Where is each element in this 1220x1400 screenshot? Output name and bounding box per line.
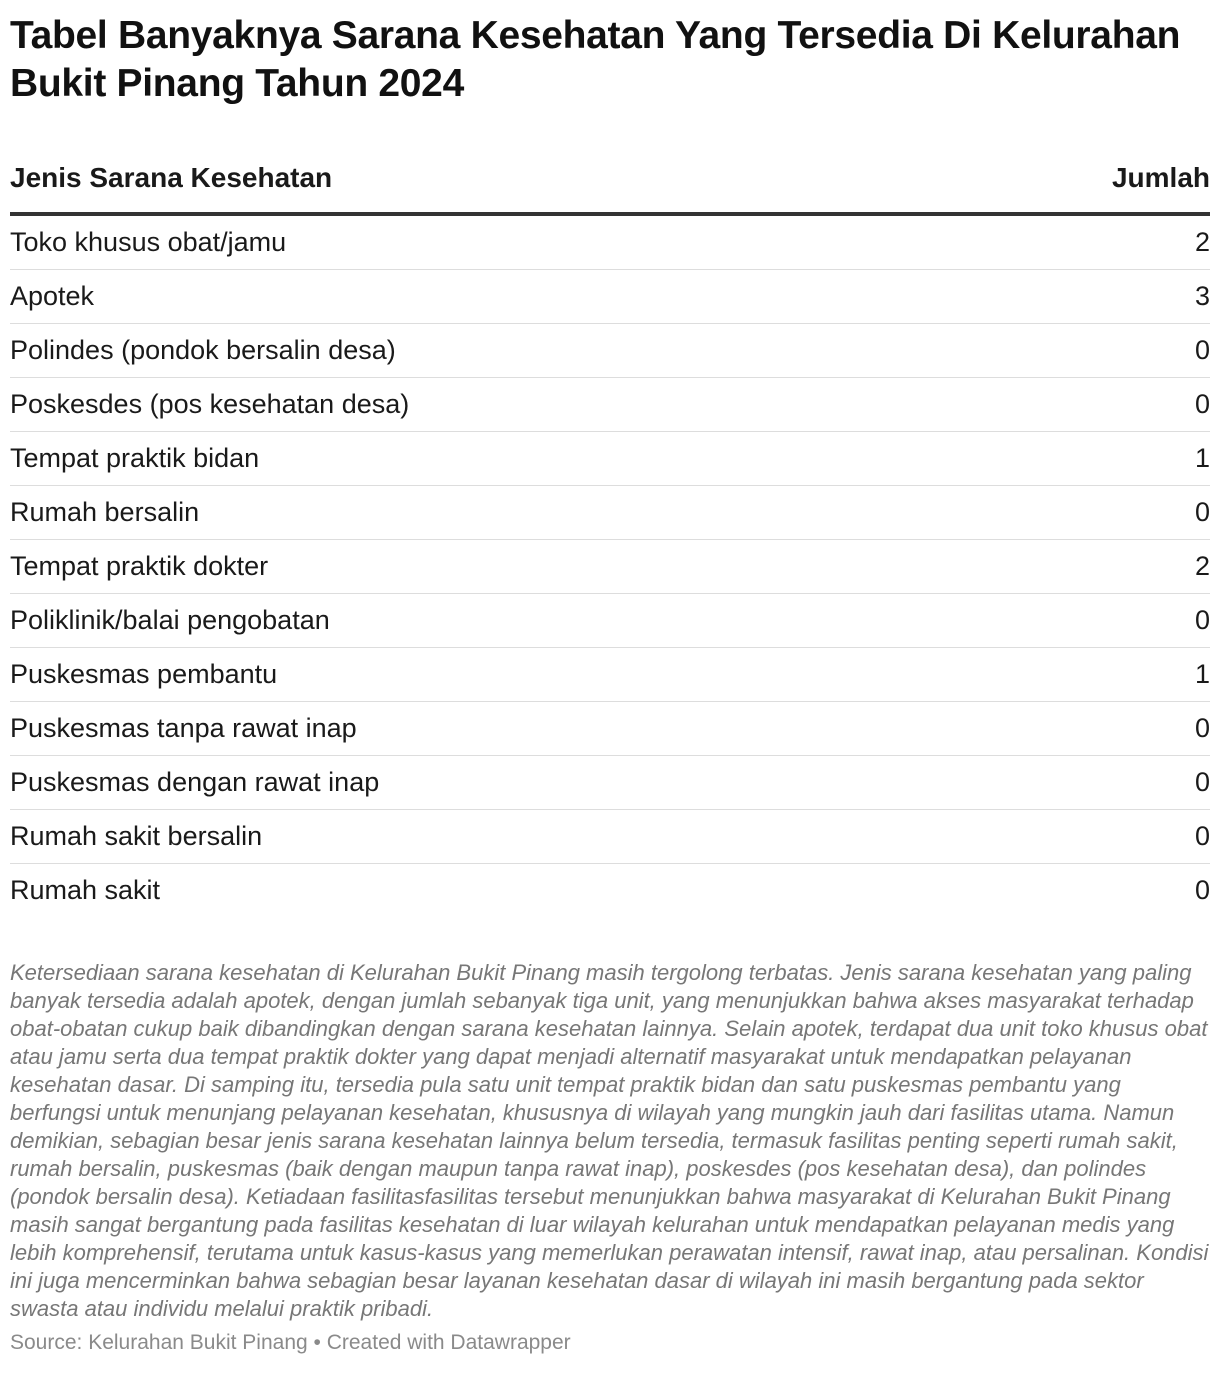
row-value: 0 xyxy=(1194,605,1210,635)
row-label: Apotek xyxy=(10,281,95,311)
row-label: Toko khusus obat/jamu xyxy=(10,227,287,257)
row-value: 1 xyxy=(1194,659,1210,689)
row-value: 0 xyxy=(1194,389,1210,419)
row-label: Puskesmas pembantu xyxy=(10,659,278,689)
data-table xyxy=(10,160,1210,917)
row-label: Poskesdes (pos kesehatan desa) xyxy=(10,389,410,419)
row-value: 0 xyxy=(1194,875,1210,905)
chart-notes: Ketersediaan sarana kesehatan di Kelurahan Bukit Pinang masih tergolong terbatas. Jenis sarana kesehatan yang paling banyak tersedia adalah apotek, dengan jumlah sebanyak tiga unit, yang menunjukkan bahwa akses masyarakat terhadap obat-obatan cukup baik dibandingkan dengan sarana kesehatan lainnya. Selain apotek, terdapat dua unit toko khusus obat atau jamu serta dua tempat praktik dokter yang dapat menjadi alternatif masyarakat untuk mendapatkan pelayanan kesehatan dasar. Di samping itu, tersedia pula satu unit tempat praktik bidan dan satu puskesmas pembantu yang berfungsi untuk menunjang pelayanan kesehatan, khususnya di wilayah yang mungkin jauh dari fasilitas utama. Namun demikian, sebagian besar jenis sarana kesehatan lainnya belum tersedia, termasuk fasilitas penting seperti rumah sakit, rumah bersalin, puskesmas (baik dengan maupun tanpa rawat inap), poskesdes (pos kesehatan desa), dan polindes (pondok bersalin desa). Ketiadaan fasilitasfasilitas tersebut menunjukkan bahwa masyarakat di Kelurahan Bukit Pinang masih sangat bergantung pada fasilitas kesehatan di luar wilayah kelurahan untuk mendapatkan pelayanan medis yang lebih komprehensif, terutama untuk kasus-kasus yang memerlukan perawatan intensif, rawat inap, atau persalinan. Kondisi ini juga mencerminkan bahwa sebagian besar layanan kesehatan dasar di wilayah ini masih bergantung pada sektor swasta atau individu melalui praktik pribadi. xyxy=(10,960,1209,1321)
table-header xyxy=(10,160,1210,216)
row-label: Rumah bersalin xyxy=(10,497,200,527)
row-label: Tempat praktik dokter xyxy=(10,551,269,581)
row-label: Poliklinik/balai pengobatan xyxy=(10,605,330,635)
chart-title: Tabel Banyaknya Sarana Kesehatan Yang Tersedia Di Kelurahan Bukit Pinang Tahun 2024 xyxy=(10,14,1181,105)
row-value: 0 xyxy=(1194,767,1210,797)
row-label: Tempat praktik bidan xyxy=(10,443,260,473)
row-label: Puskesmas tanpa rawat inap xyxy=(10,713,357,743)
table-row xyxy=(10,486,1210,540)
table-row xyxy=(10,756,1210,810)
row-label: Rumah sakit xyxy=(10,875,161,905)
row-value: 2 xyxy=(1194,227,1210,257)
table-row xyxy=(10,216,1210,270)
column-header-jumlah[interactable]: Jumlah xyxy=(1111,162,1210,193)
row-value: 0 xyxy=(1194,713,1210,743)
table-row xyxy=(10,324,1210,378)
row-value: 0 xyxy=(1194,335,1210,365)
chart-container xyxy=(10,0,1210,1355)
row-value: 2 xyxy=(1194,551,1210,581)
row-label: Polindes (pondok bersalin desa) xyxy=(10,335,396,365)
table-row xyxy=(10,432,1210,486)
row-label: Puskesmas dengan rawat inap xyxy=(10,767,380,797)
table-row xyxy=(10,378,1210,432)
table-row xyxy=(10,270,1210,324)
table-body xyxy=(10,216,1210,917)
row-value: 1 xyxy=(1194,443,1210,473)
source-footer: Source: Kelurahan Bukit Pinang • Created with Datawrapper xyxy=(10,1331,571,1354)
row-value: 0 xyxy=(1194,821,1210,851)
row-value: 3 xyxy=(1194,281,1210,311)
row-value: 0 xyxy=(1194,497,1210,527)
row-label: Rumah sakit bersalin xyxy=(10,821,263,851)
table-row xyxy=(10,540,1210,594)
table-row xyxy=(10,648,1210,702)
table-row xyxy=(10,702,1210,756)
table-row xyxy=(10,864,1210,917)
column-header-jenis[interactable]: Jenis Sarana Kesehatan xyxy=(10,162,333,193)
table-row xyxy=(10,594,1210,648)
table-row xyxy=(10,810,1210,864)
